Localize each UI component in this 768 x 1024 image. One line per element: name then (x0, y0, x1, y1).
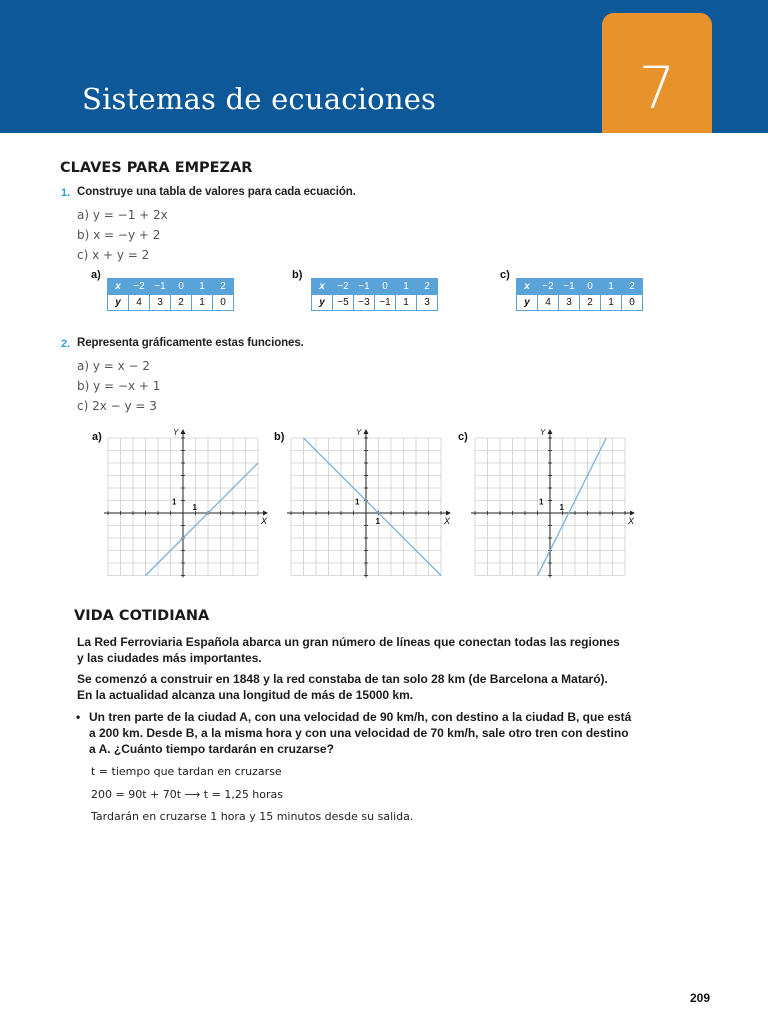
vida-cotidiana-heading: VIDA COTIDIANA (74, 608, 210, 624)
table-cell: 1 (396, 295, 417, 311)
table-cell: 0 (580, 279, 601, 295)
y-tick-label: 1 (539, 497, 544, 507)
solution-line-1: t = tiempo que tardan en cruzarse (91, 765, 282, 778)
y-tick-label: 1 (355, 497, 360, 507)
exercise-1-item-c: c) x + y = 2 (77, 248, 150, 262)
table-cell: −1 (150, 279, 171, 295)
table-cell: −3 (354, 295, 375, 311)
chapter-number-box (602, 13, 712, 133)
table-cell: 0 (622, 295, 643, 311)
table-cell: y (108, 295, 129, 311)
x-axis-label: X (444, 516, 451, 526)
x-axis-arrow (263, 511, 268, 516)
values-table-a (107, 278, 234, 311)
exercise-1-statement: Construye una tabla de valores para cada ecuación. (77, 186, 356, 198)
y-axis-label: Y (173, 428, 179, 437)
table-cell: −2 (538, 279, 559, 295)
exercise-1-number: 1. (61, 187, 71, 199)
table-cell: −5 (333, 295, 354, 311)
x-tick-label: 1 (375, 517, 380, 526)
exercise-1-item-a: a) y = −1 + 2x (77, 208, 168, 222)
y-tick-label: 1 (172, 497, 177, 507)
graph-a-label: a) (92, 431, 102, 443)
table-cell: 1 (192, 279, 213, 295)
function-line (538, 438, 607, 576)
y-axis-label: Y (540, 428, 546, 437)
exercise-1-item-b: b) x = −y + 2 (77, 228, 161, 242)
table-cell: 4 (129, 295, 150, 311)
table-cell: −1 (375, 295, 396, 311)
table-cell: 0 (171, 279, 192, 295)
y-axis-arrow (364, 429, 369, 434)
exercise-2-number: 2. (61, 338, 71, 350)
table-cell: x (312, 279, 333, 295)
claves-heading: CLAVES PARA EMPEZAR (60, 160, 253, 176)
table-cell: 4 (538, 295, 559, 311)
question-line-3: a A. ¿Cuánto tiempo tardarán en cruzarse? (89, 742, 334, 756)
x-tick-label: 1 (559, 503, 564, 512)
history-line-2: En la actualidad alcanza una longitud de más de 15000 km. (77, 688, 414, 702)
solution-line-2: 200 = 90t + 70t ⟶ t = 1,25 horas (91, 788, 284, 801)
table-a-label: a) (91, 269, 101, 281)
table-cell: x (517, 279, 538, 295)
graph-b-label: b) (274, 431, 285, 443)
x-axis-arrow (446, 511, 451, 516)
exercise-2-item-a: a) y = x − 2 (77, 359, 151, 373)
table-cell: 1 (601, 295, 622, 311)
y-axis-arrow (548, 429, 553, 434)
table-cell: 2 (417, 279, 438, 295)
intro-line-2: y las ciudades más importantes. (77, 651, 262, 665)
values-table-b (311, 278, 438, 311)
table-cell: −1 (559, 279, 580, 295)
exercise-2-item-b: b) y = −x + 1 (77, 379, 161, 393)
graph-c (467, 426, 635, 582)
table-cell: −2 (333, 279, 354, 295)
table-cell: y (517, 295, 538, 311)
table-cell: −2 (129, 279, 150, 295)
question-line-1: Un tren parte de la ciudad A, con una velocidad de 90 km/h, con destino a la ciudad B, que está (89, 710, 632, 724)
table-cell: 2 (171, 295, 192, 311)
graph-a (100, 426, 268, 582)
question-line-2: a 200 km. Desde B, a la misma hora y con una velocidad de 70 km/h, sale otro tren con destino (89, 726, 629, 740)
table-cell: 3 (559, 295, 580, 311)
x-tick-label: 1 (192, 503, 197, 512)
intro-line-1: La Red Ferroviaria Española abarca un gran número de líneas que conectan todas las regiones (77, 635, 620, 649)
graph-b (283, 426, 451, 582)
table-cell: y (312, 295, 333, 311)
table-c-label: c) (500, 269, 510, 281)
table-cell: −1 (354, 279, 375, 295)
exercise-2-item-c: c) 2x − y = 3 (77, 399, 157, 413)
table-cell: 3 (417, 295, 438, 311)
solution-line-3: Tardarán en cruzarse 1 hora y 15 minutos desde su salida. (91, 810, 414, 823)
x-axis-arrow (630, 511, 635, 516)
table-cell: 0 (213, 295, 234, 311)
values-table-c (516, 278, 643, 311)
x-axis-label: X (628, 516, 635, 526)
y-axis-label: Y (356, 428, 362, 437)
x-axis-label: X (261, 516, 268, 526)
table-cell: 1 (192, 295, 213, 311)
page-number: 209 (690, 991, 711, 1005)
table-cell: 3 (150, 295, 171, 311)
function-line (146, 463, 259, 576)
y-axis-arrow (181, 429, 186, 434)
table-cell: 2 (622, 279, 643, 295)
table-cell: 1 (601, 279, 622, 295)
function-line (304, 438, 442, 576)
bullet-marker: • (76, 710, 81, 724)
table-cell: x (108, 279, 129, 295)
table-cell: 2 (580, 295, 601, 311)
chapter-title: Sistemas de ecuaciones (82, 82, 437, 116)
chapter-number: 7 (638, 54, 676, 122)
table-cell: 0 (375, 279, 396, 295)
exercise-2-statement: Representa gráficamente estas funciones. (77, 337, 304, 349)
table-b-label: b) (292, 269, 303, 281)
history-line-1: Se comenzó a construir en 1848 y la red constaba de tan solo 28 km (de Barcelona a Mataró). (77, 672, 608, 686)
table-cell: 1 (396, 279, 417, 295)
table-cell: 2 (213, 279, 234, 295)
graph-c-label: c) (458, 431, 468, 443)
